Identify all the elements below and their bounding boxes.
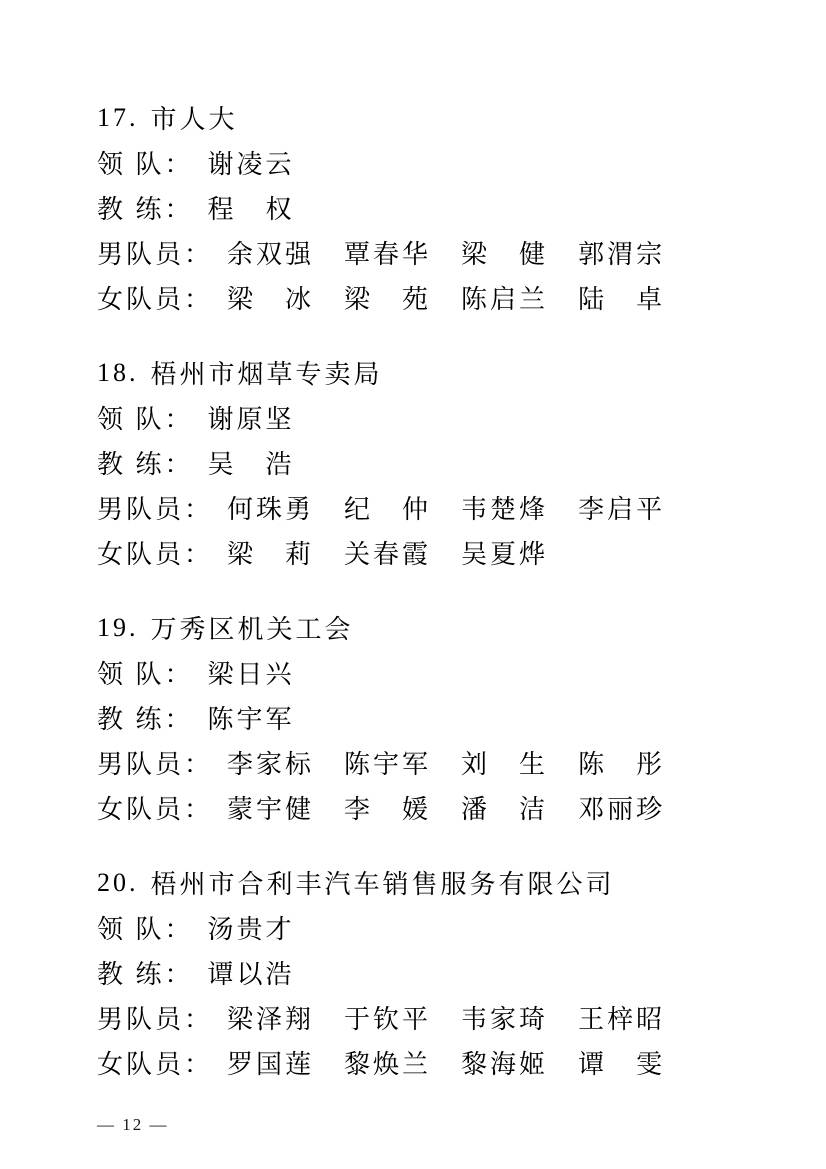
coach-name: 陈宇军 [207,705,295,734]
male-members-row [97,485,786,530]
team-title [97,860,786,905]
team-title [97,605,786,650]
female-members-label: 女队员： [97,540,214,569]
female-members-label: 女队员： [97,1050,214,1079]
male-members-label: 男队员： [97,1005,214,1034]
male-members-list [227,489,665,526]
female-members-row [97,1040,786,1085]
member-name: 刘 生 [461,750,549,779]
member-name: 罗国莲 [227,1050,315,1079]
coach-label: 教 练： [97,450,194,479]
leader-label: 领 队： [97,915,194,944]
page-number: — 12 — [97,1115,169,1134]
male-members-row [97,995,786,1040]
member-name: 邓丽珍 [578,795,666,824]
female-members-label: 女队员： [97,795,214,824]
female-members-row [97,275,786,320]
member-name: 梁泽翔 [227,1005,315,1034]
coach-label: 教 练： [97,195,194,224]
male-members-list [227,999,665,1036]
team-number: 19. [97,612,139,642]
member-name: 李启平 [578,495,666,524]
member-name: 黎焕兰 [344,1050,432,1079]
member-name: 陆 卓 [578,285,666,314]
team-block [97,350,786,575]
member-name: 于钦平 [344,1005,432,1034]
coach-row [97,185,786,230]
leader-label: 领 队： [97,150,194,179]
coach-row [97,440,786,485]
leader-row [97,650,786,695]
member-name: 李 媛 [344,795,432,824]
leader-name: 汤贵才 [207,915,295,944]
member-name: 潘 洁 [461,795,549,824]
team-name: 万秀区机关工会 [150,615,354,644]
leader-name: 梁日兴 [207,660,295,689]
member-name: 陈宇军 [344,750,432,779]
member-name: 覃春华 [344,240,432,269]
team-number: 18. [97,357,139,387]
member-name: 王梓昭 [578,1005,666,1034]
member-name: 何珠勇 [227,495,315,524]
female-members-list [227,279,665,316]
male-members-label: 男队员： [97,240,214,269]
female-members-row [97,530,786,575]
team-number: 17. [97,102,139,132]
team-number: 20. [97,867,139,897]
member-name: 梁 健 [461,240,549,269]
female-members-list [227,1044,665,1081]
team-name: 梧州市合利丰汽车销售服务有限公司 [150,870,615,899]
male-members-label: 男队员： [97,495,214,524]
female-members-list [227,534,548,571]
leader-row [97,140,786,185]
member-name: 谭 雯 [578,1050,666,1079]
team-block [97,605,786,830]
member-name: 梁 冰 [227,285,315,314]
coach-name: 吴 浩 [207,450,295,479]
member-name: 韦楚烽 [461,495,549,524]
coach-label: 教 练： [97,960,194,989]
leader-row [97,395,786,440]
coach-name: 谭以浩 [207,960,295,989]
member-name: 李家标 [227,750,315,779]
coach-row [97,950,786,995]
member-name: 关春霞 [344,540,432,569]
team-title [97,350,786,395]
leader-row [97,905,786,950]
member-name: 余双强 [227,240,315,269]
leader-name: 谢原坚 [207,405,295,434]
leader-label: 领 队： [97,660,194,689]
male-members-label: 男队员： [97,750,214,779]
team-name: 梧州市烟草专卖局 [150,360,383,389]
male-members-row [97,230,786,275]
team-block [97,860,786,1085]
coach-label: 教 练： [97,705,194,734]
member-name: 梁 苑 [344,285,432,314]
member-name: 纪 仲 [344,495,432,524]
member-name: 吴夏烨 [461,540,549,569]
member-name: 梁 莉 [227,540,315,569]
male-members-list [227,744,665,781]
male-members-row [97,740,786,785]
team-name: 市人大 [150,105,238,134]
leader-label: 领 队： [97,405,194,434]
female-members-label: 女队员： [97,285,214,314]
leader-name: 谢凌云 [207,150,295,179]
coach-row [97,695,786,740]
coach-name: 程 权 [207,195,295,224]
member-name: 蒙宇健 [227,795,315,824]
female-members-row [97,785,786,830]
member-name: 陈 彤 [578,750,666,779]
female-members-list [227,789,665,826]
team-block [97,95,786,320]
male-members-list [227,234,665,271]
member-name: 陈启兰 [461,285,549,314]
member-name: 郭渭宗 [578,240,666,269]
team-title [97,95,786,140]
member-name: 韦家琦 [461,1005,549,1034]
member-name: 黎海姬 [461,1050,549,1079]
